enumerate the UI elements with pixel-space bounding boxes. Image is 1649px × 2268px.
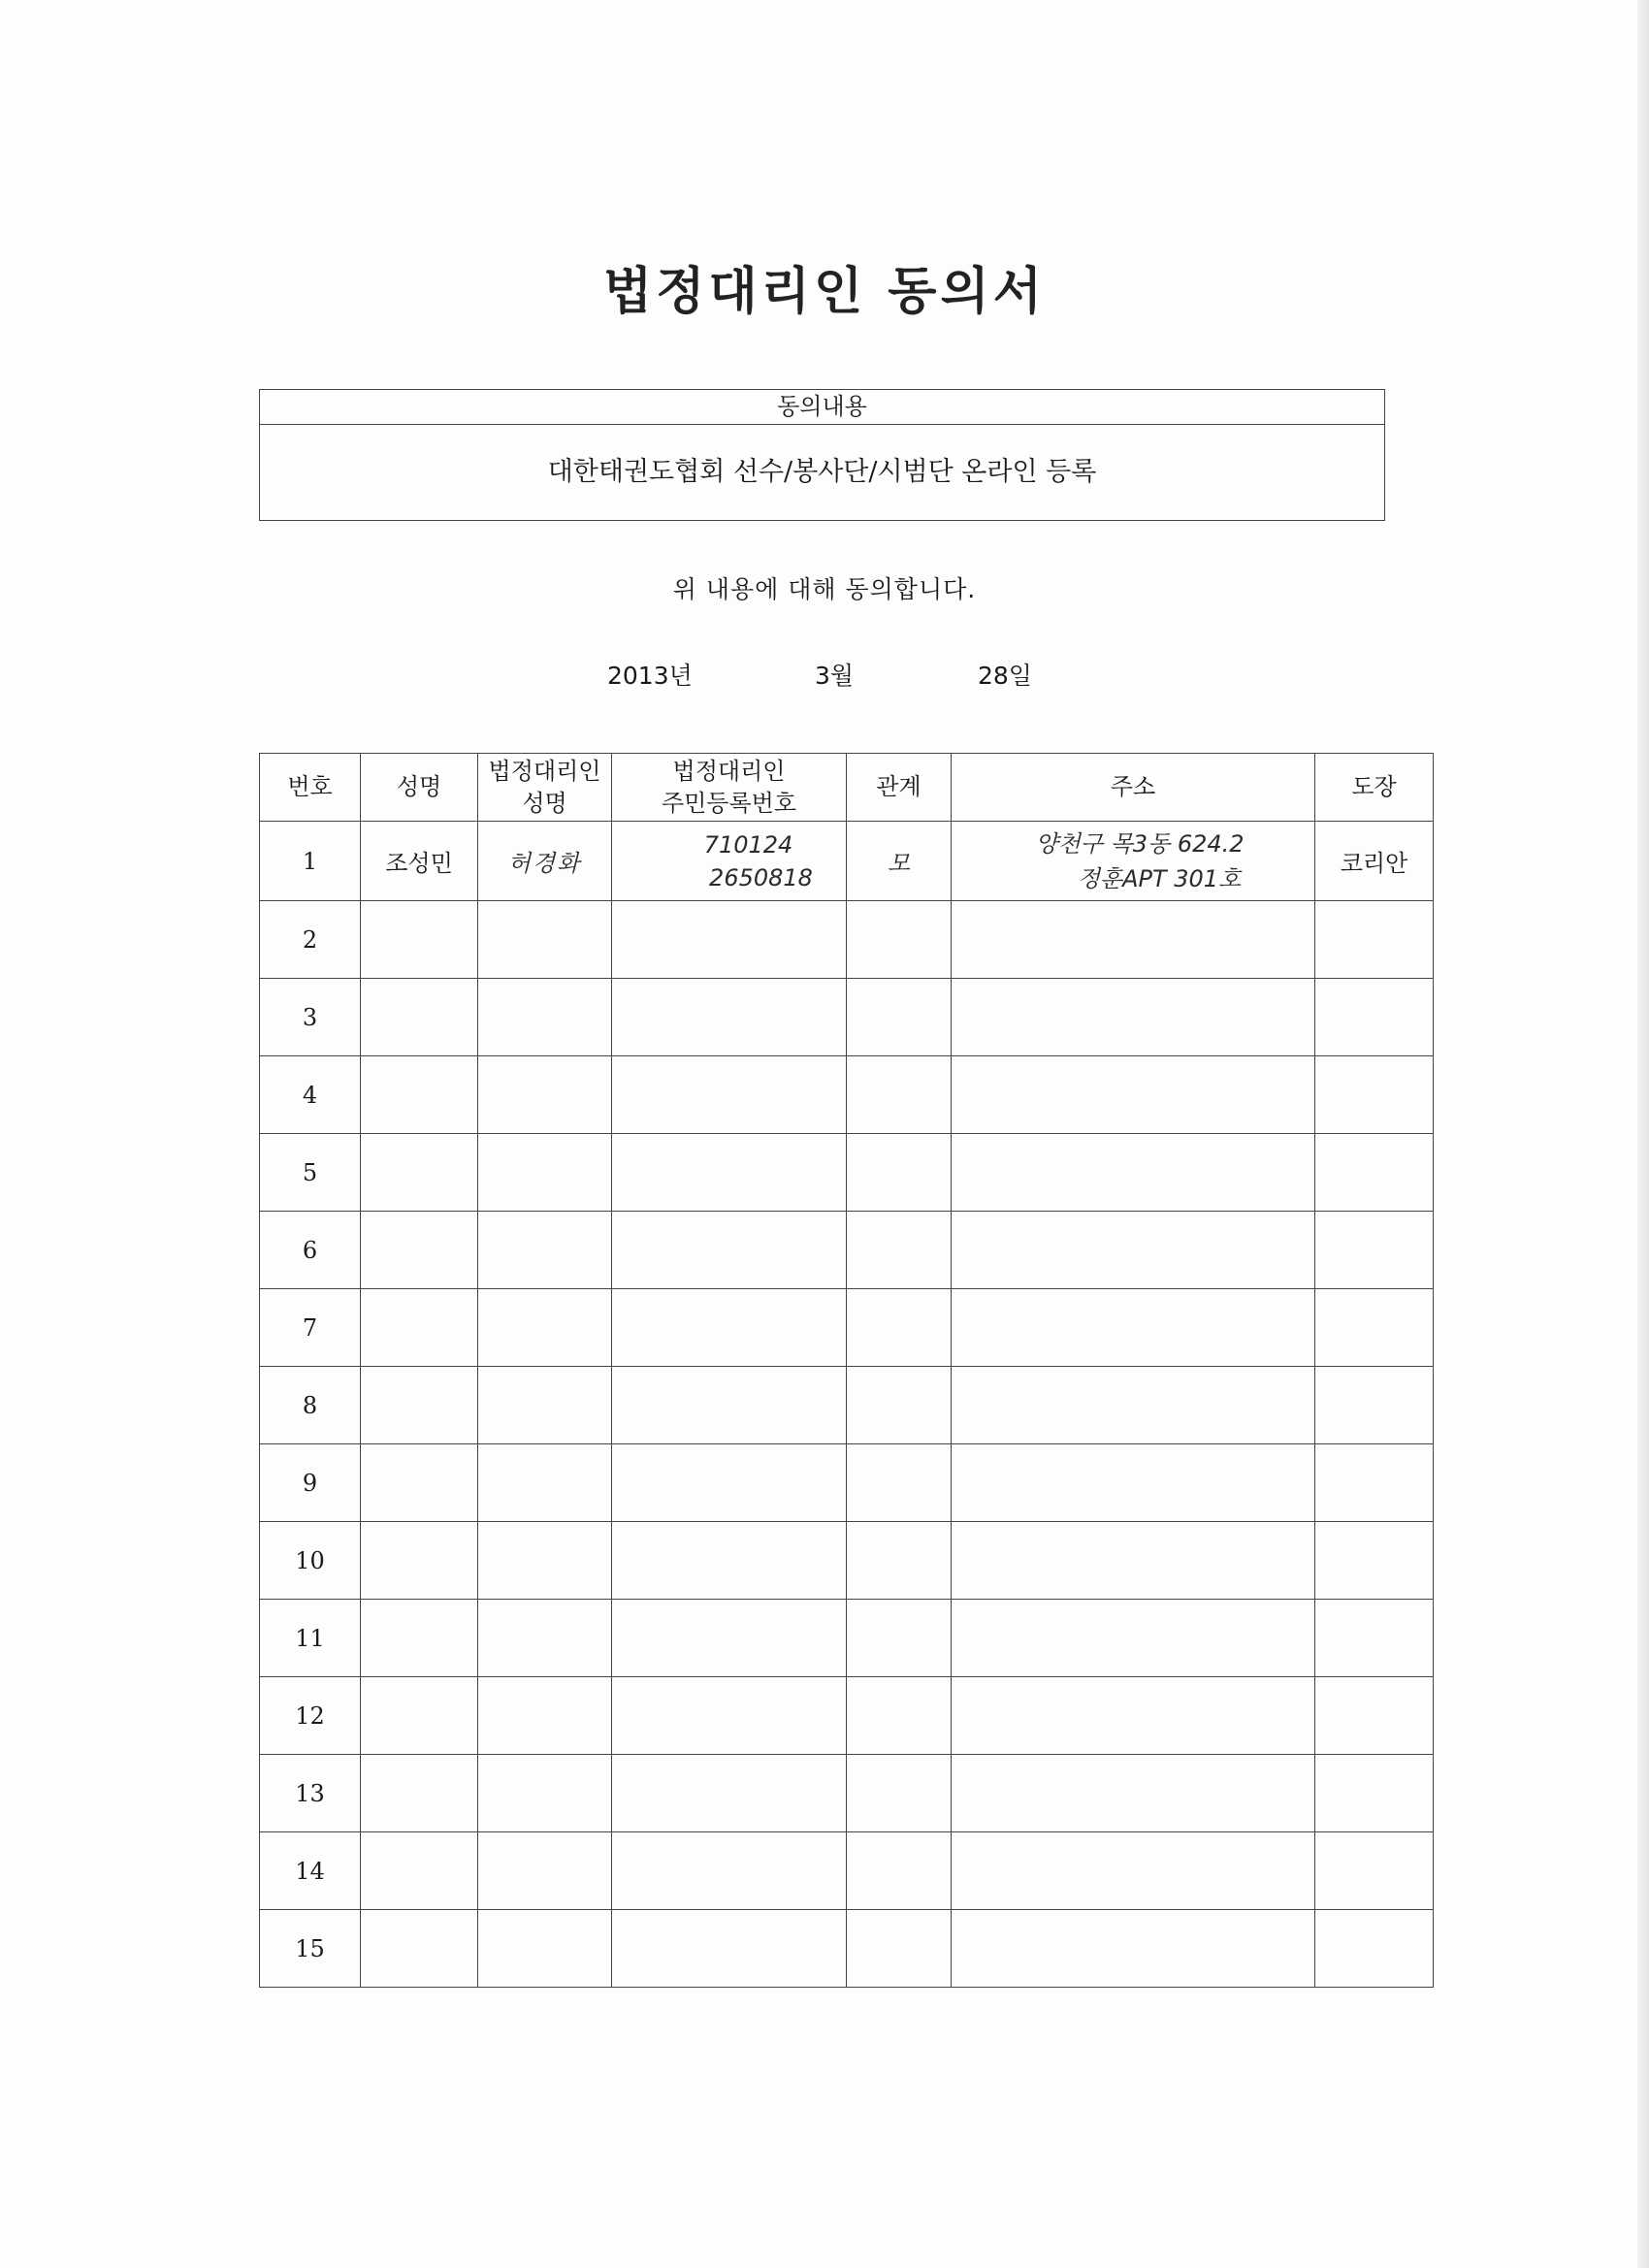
cell-relation [847, 1212, 952, 1289]
table-row [260, 1212, 1434, 1289]
cell-relation [847, 1522, 952, 1600]
table-row [260, 1522, 1434, 1600]
table-row [260, 1444, 1434, 1522]
page-edge [1637, 0, 1649, 2268]
cell-address [952, 1134, 1315, 1212]
cell-address [952, 1910, 1315, 1988]
cell-name [361, 1367, 478, 1444]
cell-relation [847, 979, 952, 1056]
cell-address [952, 1755, 1315, 1832]
cell-guardian-name [478, 1600, 612, 1677]
agreement-statement: 위 내용에 대해 동의합니다. [672, 575, 977, 603]
cell-relation [847, 1755, 952, 1832]
cell-name [361, 1755, 478, 1832]
header-no: 번호 [260, 754, 361, 822]
cell-relation [847, 1832, 952, 1910]
cell-guardian-name [478, 1832, 612, 1910]
cell-no: 11 [260, 1600, 361, 1677]
cell-seal [1315, 1289, 1434, 1367]
cell-guardian-id [612, 979, 847, 1056]
cell-address [952, 1522, 1315, 1600]
header-guardian-name-line1: 법정대리인 [488, 757, 601, 785]
cell-name [361, 979, 478, 1056]
header-guardian-id [612, 754, 847, 822]
cell-guardian-name [478, 1910, 612, 1988]
cell-name [361, 1910, 478, 1988]
cell-no: 12 [260, 1677, 361, 1755]
cell-seal [1315, 979, 1434, 1056]
cell-guardian-id [612, 1367, 847, 1444]
cell-relation [847, 1367, 952, 1444]
cell-no: 6 [260, 1212, 361, 1289]
cell-guardian-name [478, 1367, 612, 1444]
cell-relation: 모 [847, 822, 952, 901]
cell-no: 1 [260, 822, 361, 901]
cell-guardian-id [612, 901, 847, 979]
cell-no: 9 [260, 1444, 361, 1522]
cell-guardian-id [612, 1212, 847, 1289]
cell-guardian-id [612, 1677, 847, 1755]
header-seal: 도장 [1315, 754, 1434, 822]
date-row [0, 657, 1649, 696]
cell-guardian-id [612, 1600, 847, 1677]
cell-relation [847, 901, 952, 979]
cell-seal [1315, 1134, 1434, 1212]
cell-name [361, 1522, 478, 1600]
consent-box [259, 389, 1385, 521]
table-header-row [260, 754, 1434, 822]
cell-guardian-id [612, 1056, 847, 1134]
cell-address [952, 1056, 1315, 1134]
cell-seal [1315, 1677, 1434, 1755]
cell-guardian-id [612, 1910, 847, 1988]
cell-guardian-name [478, 1134, 612, 1212]
cell-address [952, 1367, 1315, 1444]
cell-guardian-id [612, 1522, 847, 1600]
cell-no: 8 [260, 1367, 361, 1444]
cell-name [361, 1832, 478, 1910]
cell-address [952, 1289, 1315, 1367]
cell-seal [1315, 1367, 1434, 1444]
cell-no: 10 [260, 1522, 361, 1600]
cell-no: 4 [260, 1056, 361, 1134]
table-row [260, 1367, 1434, 1444]
consent-header: 동의내용 [260, 390, 1384, 425]
cell-address [952, 822, 1315, 901]
guardian-table [259, 753, 1434, 1988]
cell-seal [1315, 1444, 1434, 1522]
header-guardian-id-line1: 법정대리인 [672, 757, 786, 785]
cell-guardian-id [612, 1755, 847, 1832]
cell-name [361, 1212, 478, 1289]
cell-seal [1315, 1600, 1434, 1677]
cell-address [952, 1677, 1315, 1755]
table-row [260, 1832, 1434, 1910]
cell-name [361, 1444, 478, 1522]
cell-seal [1315, 1832, 1434, 1910]
table-row [260, 979, 1434, 1056]
cell-relation [847, 1444, 952, 1522]
cell-seal [1315, 1910, 1434, 1988]
table-row [260, 1910, 1434, 1988]
cell-seal [1315, 1212, 1434, 1289]
cell-address [952, 1212, 1315, 1289]
cell-guardian-id [612, 1832, 847, 1910]
table-row [260, 1755, 1434, 1832]
cell-no: 15 [260, 1910, 361, 1988]
cell-seal: 코리안 [1315, 822, 1434, 901]
table-row [260, 1677, 1434, 1755]
cell-relation [847, 1134, 952, 1212]
cell-relation [847, 1677, 952, 1755]
table-row [260, 1600, 1434, 1677]
date-day: 28일 [978, 662, 1032, 690]
cell-guardian-name [478, 1212, 612, 1289]
cell-relation [847, 1289, 952, 1367]
header-relation: 관계 [847, 754, 952, 822]
cell-no: 2 [260, 901, 361, 979]
address-line: 정훈APT 301호 [1077, 864, 1242, 892]
guardian-id-line: 710124 [703, 830, 793, 859]
cell-no: 5 [260, 1134, 361, 1212]
table-row [260, 901, 1434, 979]
cell-no: 13 [260, 1755, 361, 1832]
cell-guardian-name [478, 901, 612, 979]
cell-name [361, 1134, 478, 1212]
cell-guardian-name [478, 1056, 612, 1134]
cell-seal [1315, 1755, 1434, 1832]
cell-guardian-id [612, 1289, 847, 1367]
table-row [260, 1056, 1434, 1134]
consent-content: 대한태권도협회 선수/봉사단/시범단 온라인 등록 [547, 457, 1097, 487]
cell-guardian-id [612, 1134, 847, 1212]
cell-no: 14 [260, 1832, 361, 1910]
cell-name [361, 901, 478, 979]
cell-guardian-name [478, 1444, 612, 1522]
header-address: 주소 [952, 754, 1315, 822]
cell-address [952, 901, 1315, 979]
header-guardian-name [478, 754, 612, 822]
date-year: 2013년 [607, 662, 693, 690]
table-row [260, 1289, 1434, 1367]
cell-no: 3 [260, 979, 361, 1056]
cell-guardian-name [478, 979, 612, 1056]
cell-address [952, 979, 1315, 1056]
cell-address [952, 1600, 1315, 1677]
cell-name [361, 1056, 478, 1134]
cell-name: 조성민 [361, 822, 478, 901]
cell-name [361, 1677, 478, 1755]
cell-guardian-name [478, 1289, 612, 1367]
header-guardian-id-line2: 주민등록번호 [661, 789, 797, 817]
cell-relation [847, 1056, 952, 1134]
document-title: 법정대리인 동의서 [603, 263, 1046, 321]
cell-address [952, 1832, 1315, 1910]
guardian-id-line: 2650818 [709, 863, 813, 891]
cell-guardian-name: 허경화 [478, 822, 612, 901]
cell-guardian-name [478, 1522, 612, 1600]
cell-relation [847, 1910, 952, 1988]
cell-name [361, 1600, 478, 1677]
cell-guardian-name [478, 1755, 612, 1832]
table-row [260, 1134, 1434, 1212]
cell-seal [1315, 901, 1434, 979]
header-name: 성명 [361, 754, 478, 822]
cell-relation [847, 1600, 952, 1677]
cell-address [952, 1444, 1315, 1522]
cell-seal [1315, 1056, 1434, 1134]
date-month: 3월 [815, 662, 855, 690]
table-row [260, 822, 1434, 901]
cell-guardian-id [612, 822, 847, 901]
cell-guardian-name [478, 1677, 612, 1755]
cell-guardian-id [612, 1444, 847, 1522]
address-line: 양천구 목3동 624.2 [1035, 829, 1245, 858]
cell-name [361, 1289, 478, 1367]
header-guardian-name-line2: 성명 [522, 789, 567, 817]
cell-no: 7 [260, 1289, 361, 1367]
cell-seal [1315, 1522, 1434, 1600]
